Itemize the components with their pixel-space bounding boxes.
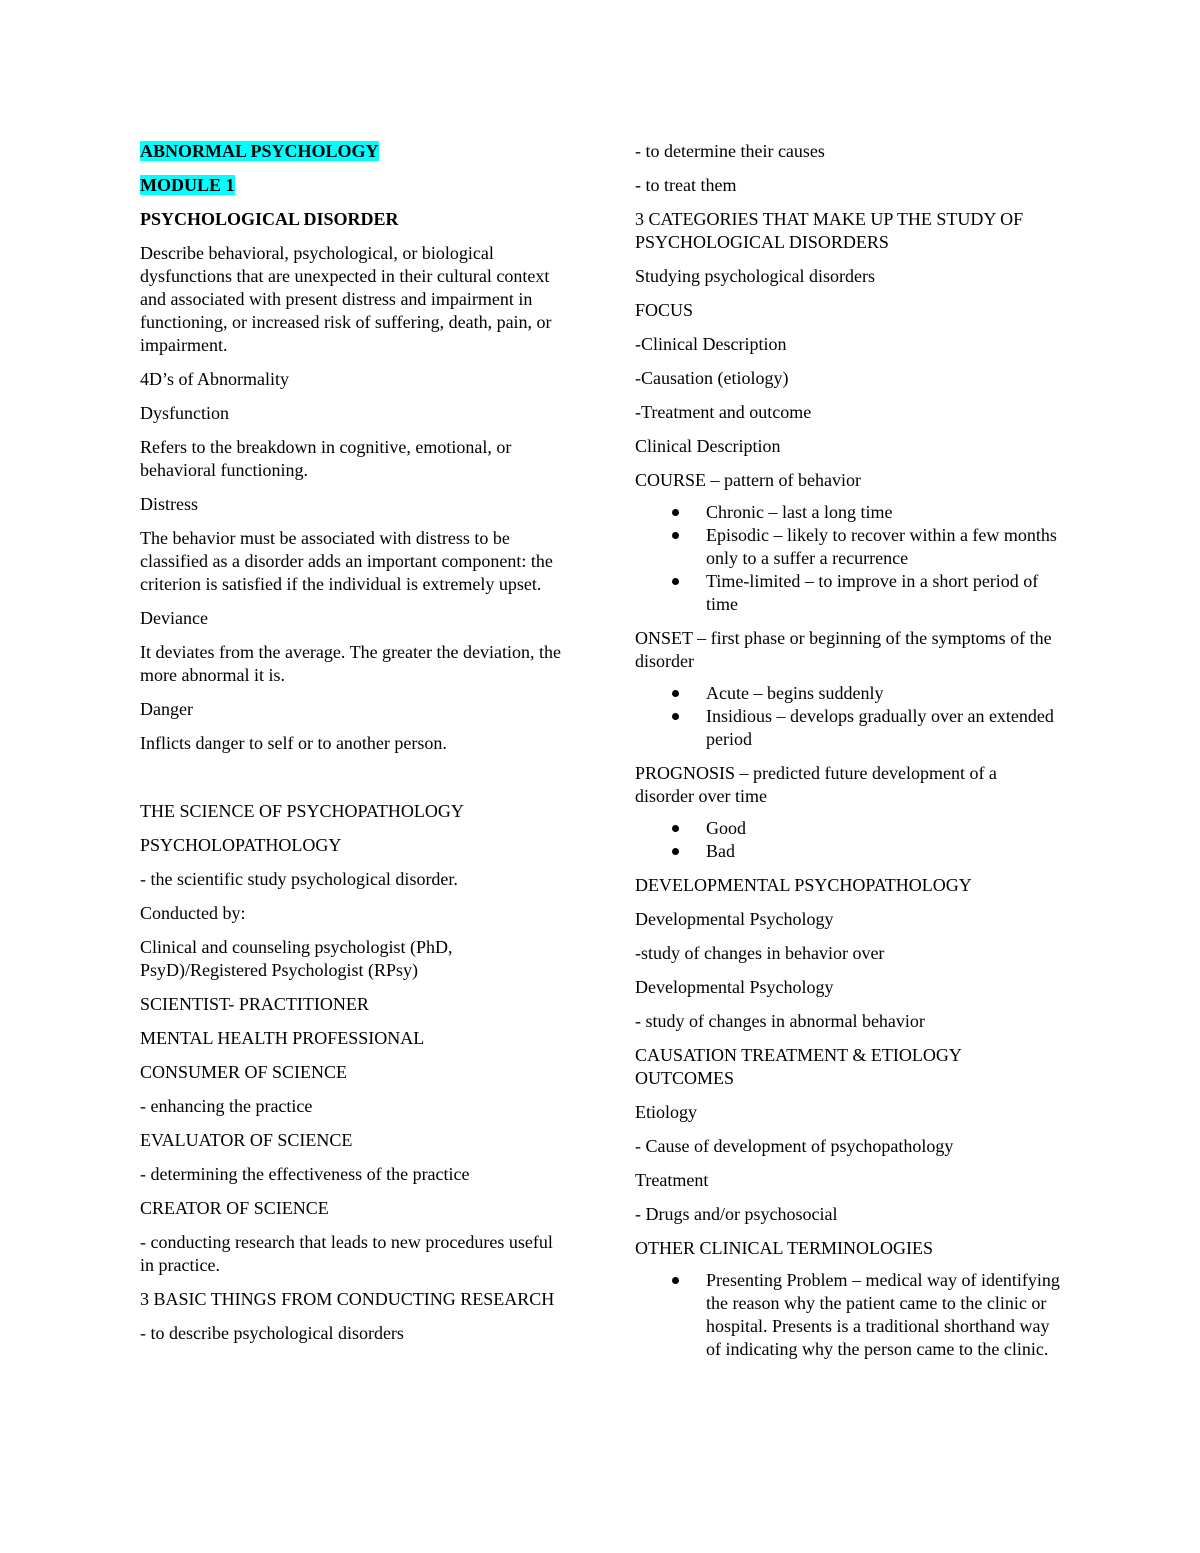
paragraph-consumer-of-science: CONSUMER OF SCIENCE — [140, 1062, 348, 1082]
paragraph-causation-etiology: -Causation (etiology) — [635, 368, 789, 388]
paragraph-conducting-research-that-leads-to-new-pr: - conducting research that leads to new procedures useful in practice. — [140, 1232, 553, 1275]
paragraph-etiology: Etiology — [635, 1102, 697, 1122]
paragraph-distress: Distress — [140, 494, 198, 514]
paragraph-developmental-psychopathology: DEVELOPMENTAL PSYCHOPATHOLOGY — [635, 875, 972, 895]
paragraph-evaluator-of-science: EVALUATOR OF SCIENCE — [140, 1130, 353, 1150]
heading-module-1: MODULE 1 — [140, 175, 235, 195]
paragraph-clinical-and-counseling-psychologist-phd: Clinical and counseling psychologist (PhD, PsyD)/Registered Psychologist (RPsy) — [140, 937, 453, 980]
paragraph-studying-psychological-disorders: Studying psychological disorders — [635, 266, 875, 286]
paragraph-psycholopathology: PSYCHOLOPATHOLOGY — [140, 835, 342, 855]
paragraph-onset-first-phase-or-beginning-of-the-sy: ONSET – first phase or beginning of the symptoms of the disorder — [635, 628, 1052, 671]
paragraph-causation-treatment-etiology-outcomes: CAUSATION TREATMENT & ETIOLOGY OUTCOMES — [635, 1045, 962, 1088]
paragraph-developmental-psychology: Developmental Psychology — [635, 977, 834, 997]
list-item: Insidious – develops gradually over an extended period — [635, 705, 1060, 751]
paragraph-conducted-by: Conducted by: — [140, 903, 246, 923]
paragraph-study-of-changes-in-behavior-over: -study of changes in behavior over — [635, 943, 885, 963]
bullet-list — [635, 1269, 1060, 1361]
list-item: Time-limited – to improve in a short period of time — [635, 570, 1060, 616]
paragraph-deviance: Deviance — [140, 608, 208, 628]
paragraph-danger: Danger — [140, 699, 193, 719]
paragraph-the-science-of-psychopathology: THE SCIENCE OF PSYCHOPATHOLOGY — [140, 801, 464, 821]
bullet-list — [635, 501, 1060, 616]
paragraph-to-describe-psychological-disorders: - to describe psychological disorders — [140, 1323, 404, 1343]
right-column — [635, 140, 1060, 1372]
paragraph-determining-the-effectiveness-of-the-pra: - determining the effectiveness of the practice — [140, 1164, 470, 1184]
paragraph-to-determine-their-causes: - to determine their causes — [635, 141, 825, 161]
list-item: Good — [635, 817, 1060, 840]
paragraph-dysfunction: Dysfunction — [140, 403, 229, 423]
paragraph-prognosis-predicted-future-development-o: PROGNOSIS – predicted future development of a disorder over time — [635, 763, 997, 806]
paragraph-inflicts-danger-to-self-or-to-another-pe: Inflicts danger to self or to another person. — [140, 733, 447, 753]
paragraph-the-scientific-study-psychological-disor: - the scientific study psychological disorder. — [140, 869, 458, 889]
paragraph-drugs-and-or-psychosocial: - Drugs and/or psychosocial — [635, 1204, 838, 1224]
paragraph-treatment-and-outcome: -Treatment and outcome — [635, 402, 812, 422]
list-item: Bad — [635, 840, 1060, 863]
paragraph-it-deviates-from-the-average-the-greater: It deviates from the average. The greater the deviation, the more abnormal it is. — [140, 642, 561, 685]
paragraph-refers-to-the-breakdown-in-cognitive-emo: Refers to the breakdown in cognitive, emotional, or behavioral functioning. — [140, 437, 512, 480]
paragraph-enhancing-the-practice: - enhancing the practice — [140, 1096, 313, 1116]
paragraph-developmental-psychology: Developmental Psychology — [635, 909, 834, 929]
paragraph-course-pattern-of-behavior: COURSE – pattern of behavior — [635, 470, 861, 490]
heading-psychological-disorder: PSYCHOLOGICAL DISORDER — [140, 209, 399, 229]
paragraph-treatment: Treatment — [635, 1170, 709, 1190]
paragraph-creator-of-science: CREATOR OF SCIENCE — [140, 1198, 329, 1218]
bullet-list — [635, 817, 1060, 863]
paragraph-3-basic-things-from-conducting-research: 3 BASIC THINGS FROM CONDUCTING RESEARCH — [140, 1289, 555, 1309]
paragraph-to-treat-them: - to treat them — [635, 175, 737, 195]
paragraph-the-behavior-must-be-associated-with-dis: The behavior must be associated with distress to be classified as a disorder adds an important component: the criterion is satisfied if the individual is extremely upset. — [140, 528, 553, 594]
paragraph-clinical-description: Clinical Description — [635, 436, 781, 456]
list-item: Acute – begins suddenly — [635, 682, 1060, 705]
list-item: Presenting Problem – medical way of identifying the reason why the patient came to the clinic or hospital. Presents is a traditional shorthand way of indicating why the person came to the clinic. — [635, 1269, 1060, 1361]
left-column — [140, 140, 570, 1356]
paragraph-cause-of-development-of-psychopathology: - Cause of development of psychopathology — [635, 1136, 954, 1156]
paragraph-study-of-changes-in-abnormal-behavior: - study of changes in abnormal behavior — [635, 1011, 925, 1031]
spacer — [140, 766, 570, 800]
paragraph-3-categories-that-make-up-the-study-of-p: 3 CATEGORIES THAT MAKE UP THE STUDY OF PSYCHOLOGICAL DISORDERS — [635, 209, 1024, 252]
paragraph-other-clinical-terminologies: OTHER CLINICAL TERMINOLOGIES — [635, 1238, 933, 1258]
list-item: Episodic – likely to recover within a few months only to a suffer a recurrence — [635, 524, 1060, 570]
paragraph-scientist-practitioner: SCIENTIST- PRACTITIONER — [140, 994, 369, 1014]
bullet-list — [635, 682, 1060, 751]
paragraph-clinical-description: -Clinical Description — [635, 334, 787, 354]
paragraph-mental-health-professional: MENTAL HEALTH PROFESSIONAL — [140, 1028, 425, 1048]
heading-abnormal-psychology: ABNORMAL PSYCHOLOGY — [140, 141, 379, 161]
list-item: Chronic – last a long time — [635, 501, 1060, 524]
paragraph-focus: FOCUS — [635, 300, 694, 320]
paragraph-describe-behavioral-psychological-or-bio: Describe behavioral, psychological, or biological dysfunctions that are unexpected in their cultural context and associated with present distress and impairment in functioning, or increased risk of suffering, death, pain, or impairment. — [140, 243, 552, 355]
paragraph-4d-s-of-abnormality: 4D’s of Abnormality — [140, 369, 289, 389]
